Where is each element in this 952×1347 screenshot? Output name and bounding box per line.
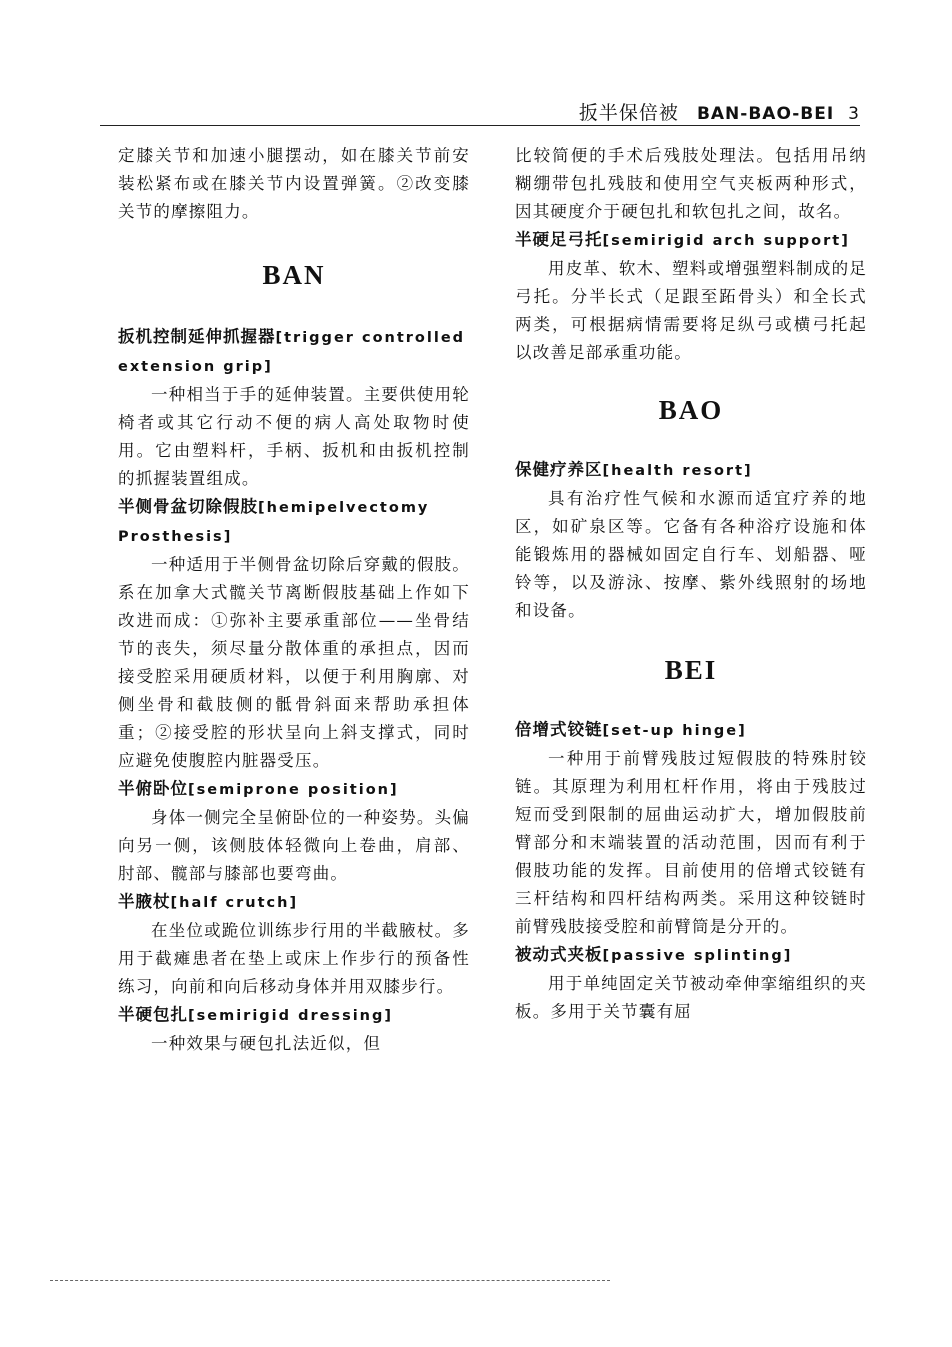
left-column xyxy=(118,142,470,1058)
entry-term xyxy=(515,941,867,970)
entry-definition: 身体一侧完全呈俯卧位的一种姿势。头偏向另一侧，该侧肢体轻微向上卷曲，肩部、肘部、髋部与膝部也要弯曲。 xyxy=(118,808,470,883)
entry-term-en: [semirigid dressing] xyxy=(188,1008,393,1024)
entry-term-en: [set-up hinge] xyxy=(602,723,747,739)
entry-definition: 在坐位或跪位训练步行用的半截腋杖。多用于截瘫患者在垫上或床上作步行的预备性练习，向前和向后移动身体并用双膝步行。 xyxy=(118,921,470,996)
entry-term-zh: 被动式夹板 xyxy=(515,945,603,964)
entry-term xyxy=(515,716,867,745)
entry-term-zh: 半硬足弓托 xyxy=(515,230,603,249)
header-title-pinyin: BAN-BAO-BEI xyxy=(696,104,835,124)
entry-term xyxy=(515,226,867,255)
header-rule xyxy=(100,125,860,126)
entry-term-en: [health resort] xyxy=(602,463,753,479)
entry-term xyxy=(118,775,470,804)
entry-term-en: [trigger controlled extension grip] xyxy=(118,330,466,375)
entry-definition: 一种效果与硬包扎法近似，但 xyxy=(151,1034,382,1053)
entry-term xyxy=(515,456,867,485)
entry-term xyxy=(118,888,470,917)
entry-term-zh: 半侧骨盆切除假肢 xyxy=(118,497,258,516)
page-number: 3 xyxy=(848,104,860,124)
right-column xyxy=(515,142,867,1026)
entry-term-zh: 半俯卧位 xyxy=(118,779,188,798)
section-heading-bei: BEI xyxy=(664,655,718,685)
entry-term-zh: 半腋杖 xyxy=(118,892,171,911)
continued-text: 定膝关节和加速小腿摆动，如在膝关节前安装松紧布或在膝关节内设置弹簧。②改变膝关节的摩擦阻力。 xyxy=(118,146,470,221)
entry-definition: 一种相当于手的延伸装置。主要供使用轮椅者或其它行动不便的病人高处取物时使用。它由塑料杆，手柄、扳机和由扳机控制的抓握装置组成。 xyxy=(118,385,470,488)
header-text xyxy=(579,98,860,125)
entry-term-en: [semirigid arch support] xyxy=(602,233,850,249)
entry-term xyxy=(118,493,470,551)
entry-definition: 用皮革、软木、塑料或增强塑料制成的足弓托。分半长式（足跟至跖骨头）和全长式两类，可根据病情需要将足纵弓或横弓托起以改善足部承重功能。 xyxy=(515,259,867,362)
entry-term xyxy=(118,323,470,381)
entry-term-en: [passive splinting] xyxy=(602,948,793,964)
entry-term-zh: 倍增式铰链 xyxy=(515,720,603,739)
entry-definition: 具有治疗性气候和水源而适宜疗养的地区，如矿泉区等。它备有各种浴疗设施和体能锻炼用的器械如固定自行车、划船器、哑铃等，以及游泳、按摩、紫外线照射的场地和设备。 xyxy=(515,489,867,620)
entry-definition: 一种用于前臂残肢过短假肢的特殊肘铰链。其原理为利用杠杆作用，将由于残肢过短而受到限制的屈曲运动扩大，增加假肢前臂部分和末端装置的活动范围，因而有利于假肢功能的发挥。目前使用的倍增式铰链有三杆结构和四杆结构两类。采用这种铰链时前臂残肢接受腔和前臂筒是分开的。 xyxy=(515,749,867,936)
section-heading-bao: BAO xyxy=(658,395,724,425)
running-header xyxy=(100,98,860,128)
entry-term-en: [semiprone position] xyxy=(188,782,399,798)
continued-text: 比较简便的手术后残肢处理法。包括用吊纳糊绷带包扎残肢和使用空气夹板两种形式，因其硬度介于硬包扎和软包扎之间，故名。 xyxy=(515,146,867,221)
entry-term-en: [hemipelvectomy Prosthesis] xyxy=(118,500,430,545)
entry-term-zh: 保健疗养区 xyxy=(515,460,603,479)
section-heading-ban: BAN xyxy=(262,260,326,290)
entry-term-en: [half crutch] xyxy=(170,895,299,911)
entry-term-zh: 半硬包扎 xyxy=(118,1005,188,1024)
entry-term-zh: 扳机控制延伸抓握器 xyxy=(118,327,276,346)
entry-definition: 用于单纯固定关节被动牵伸挛缩组织的夹板。多用于关节囊有屈 xyxy=(515,974,867,1021)
entry-definition: 一种适用于半侧骨盆切除后穿戴的假肢。系在加拿大式髋关节离断假肢基础上作如下改进而成：①弥补主要承重部位——坐骨结节的丧失，须尽量分散体重的承担点，因而接受腔采用硬质材料，以便于利用胸廓、对侧坐骨和截肢侧的骶骨斜面来帮助承担体重；②接受腔的形状呈向上斜支撑式，同时应避免使腹腔内脏器受压。 xyxy=(118,555,470,770)
footer-rule xyxy=(50,1280,610,1281)
header-title-zh: 扳半保倍被 xyxy=(578,102,679,124)
entry-term xyxy=(118,1001,470,1030)
